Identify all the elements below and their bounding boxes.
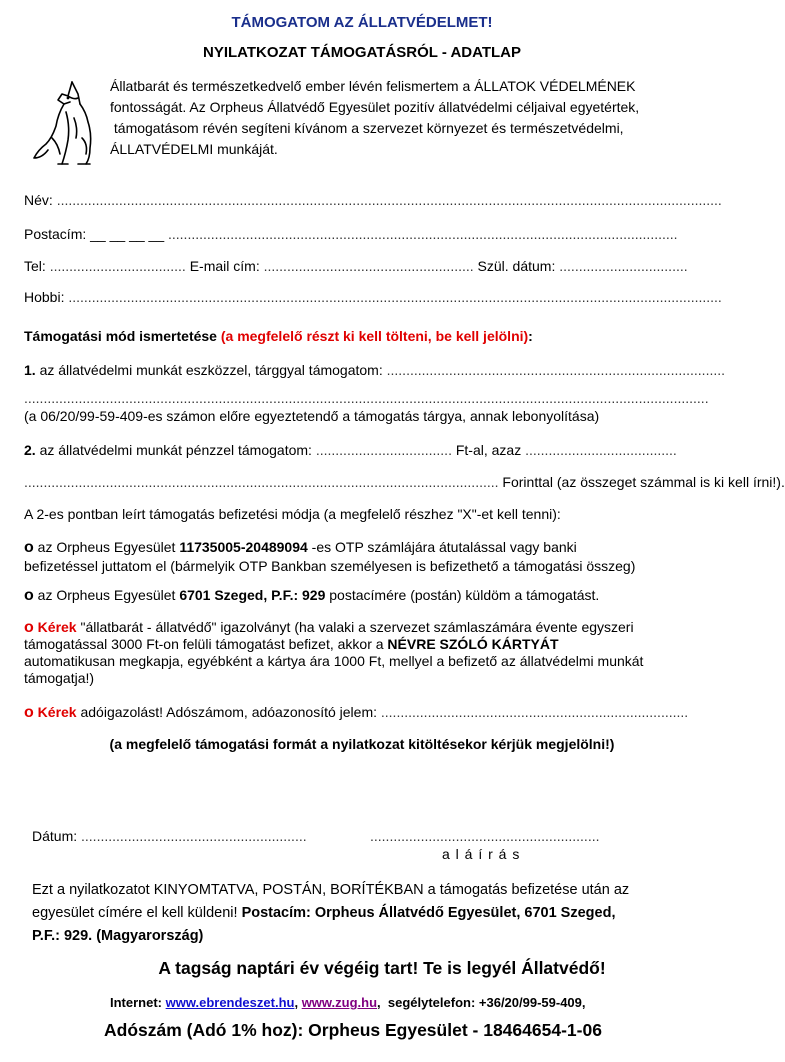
contact-fields[interactable]: Tel: ................................... E-mail cím: ...................................................... Szül. dátum: ................................. [24, 258, 688, 274]
date-field[interactable]: Dátum: .......................................................... [32, 828, 307, 844]
postal-field[interactable]: Postacím: __ __ __ __ ................................................................................................................................... [24, 226, 678, 242]
link-ebrendeszet[interactable]: www.ebrendeszet.hu [165, 995, 295, 1010]
support-item-1-line2: ................................................................................................................................................................................ [24, 390, 709, 406]
option-postal-send[interactable]: o az Orpheus Egyesület 6701 Szeged, P.F.: 929 postacímére (postán) küldöm a támogatást. [24, 587, 600, 604]
checkbox-circle[interactable]: o [24, 704, 34, 721]
tax-number: Adószám (Adó 1% hoz): Orpheus Egyesület - 18464654-1-06 [104, 1020, 602, 1040]
support-item-2[interactable]: 2. az állatvédelmi munkát pénzzel támogatom: ................................... Ft-al, azaz ....................................... [24, 442, 677, 458]
support-item-1[interactable]: 1. az állatvédelmi munkát eszközzel, tárggyal támogatom: ....................................................................................... [24, 362, 726, 378]
link-zug[interactable]: www.zug.hu [301, 995, 378, 1010]
name-field[interactable]: Név: ........................................................................................................................................................................... [24, 192, 722, 208]
checkbox-circle[interactable]: o [24, 539, 34, 556]
option-otp-transfer[interactable]: o az Orpheus Egyesület 11735005-20489094 -es OTP számlájára átutalással vagy banki befizetéssel juttatom el (bármelyik OTP Bankban személyesen is befizethető a támogatási összeg) [24, 539, 636, 574]
intro-text: Állatbarát és természetkedvelő ember lévén felismertem a ÁLLATOK VÉDELMÉNEK fontosságát. Az Orpheus Állatvédő Egyesület pozitív állatvédelmi céljaival egyetértek, támogatásom révén segíteni kívánom a szervezet környezet és természetvédelmi, ÁLLATVÉDELMI munkáját. [110, 78, 640, 157]
membership-note: A tagság naptári év végéig tart! Te is legyél Állatvédő! [158, 958, 606, 978]
page-title: TÁMOGATOM AZ ÁLLATVÉDELMET! [231, 14, 493, 31]
contact-line: Internet: www.ebrendeszet.hu, www.zug.hu, segélytelefon: +36/20/99-59-409, [110, 995, 586, 1010]
checkbox-circle[interactable]: o [24, 619, 34, 636]
support-heading: Támogatási mód ismertetése (a megfelelő részt ki kell tölteni, be kell jelölni): [24, 328, 533, 344]
send-instructions: Ezt a nyilatkozatot KINYOMTATVA, POSTÁN, BORÍTÉKBAN a támogatás befizetése után az egyesület címére el kell küldeni! Postacím: Orpheus Állatvédő Egyesület, 6701 Szeged, P.F.: 929. (Magyarország) [32, 882, 630, 944]
hobby-field[interactable]: Hobbi: ........................................................................................................................................................................ [24, 289, 722, 305]
checkbox-circle[interactable]: o [24, 587, 34, 604]
page-subtitle: NYILATKOZAT TÁMOGATÁSRÓL - ADATLAP [202, 44, 522, 61]
wolf-logo [28, 78, 104, 170]
option-tax-certificate[interactable]: o Kérek adóigazolást! Adószámom, adóazonosító jelem: ............................................................................... [24, 704, 689, 721]
payment-intro: A 2-es pontban leírt támogatás befizetési módja (a megfelelő részhez "X"-et kell tenni): [24, 506, 561, 522]
support-item-1-note: (a 06/20/99-59-409-es számon előre egyeztetendő a támogatás tárgya, annak lebonyolítása) [24, 408, 600, 424]
signature-line[interactable]: ........................................................... [370, 828, 600, 844]
support-item-2-line2[interactable]: .......................................................................................................................... Forinttal (az összeget számmal is ki kell írni!). [24, 474, 785, 490]
signature-label: a l á í r á s [442, 846, 521, 862]
reminder-text: (a megfelelő támogatási formát a nyilatkozat kitöltésekor kérjük megjelölni!) [109, 736, 615, 752]
option-card-request[interactable]: o Kérek "állatbarát - állatvédő" igazolványt (ha valaki a szervezet számlaszámára évente egyszeri támogatással 3000 Ft-on felüli támogatást befizet, akkor a NÉVRE SZÓLÓ KÁRTYÁT automatikusan megkapja, egyébként a kártya ára 1000 Ft, mellyel a befizető az állatvédelmi munkát támogatja!) [24, 619, 644, 686]
